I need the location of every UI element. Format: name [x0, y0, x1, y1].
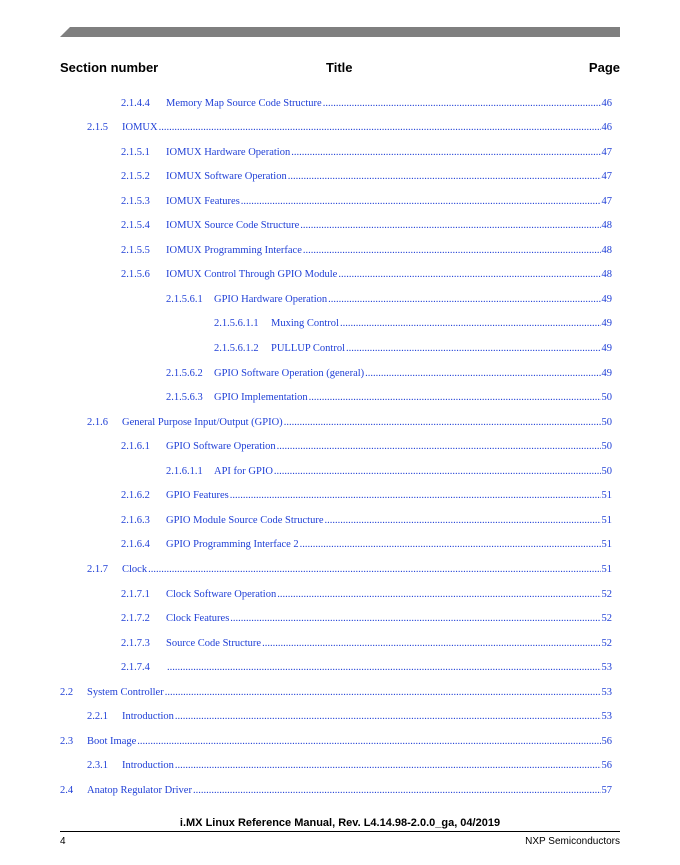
toc-entry-page: 50	[601, 392, 612, 404]
toc-entry-number: 2.1.5.4	[121, 220, 150, 232]
toc-entry[interactable]	[121, 514, 612, 527]
toc-entry[interactable]	[121, 97, 612, 110]
toc-entry-title: API for GPIO	[214, 465, 273, 477]
toc-dot-leader	[159, 121, 601, 134]
toc-entry-number: 2.1.7.3	[121, 637, 150, 649]
toc-dot-leader	[230, 612, 600, 625]
toc-entry[interactable]	[214, 342, 612, 355]
toc-entry-number: 2.1.7.4	[121, 662, 150, 674]
column-header-section-number: Section number	[60, 60, 159, 75]
toc-entry-title: GPIO Hardware Operation	[214, 293, 328, 305]
toc-dot-leader	[175, 710, 601, 723]
toc-entry-number: 2.1.5.2	[121, 171, 150, 183]
toc-entry[interactable]	[121, 244, 612, 257]
toc-dot-leader	[165, 686, 601, 699]
toc-dot-leader	[277, 440, 601, 453]
toc-entry-page: 50	[601, 465, 612, 477]
toc-entry[interactable]	[121, 661, 612, 674]
toc-entry-page: 51	[601, 563, 612, 575]
toc-entry-title: IOMUX Software Operation	[166, 171, 287, 183]
toc-entry-number: 2.1.7.1	[121, 588, 150, 600]
toc-entry-page: 56	[601, 760, 612, 772]
toc-entry-page: 51	[601, 490, 612, 502]
toc-entry-title: Source Code Structure	[166, 637, 262, 649]
toc-entry-number: 2.1.5.6.1	[166, 293, 203, 305]
toc-dot-leader	[288, 170, 601, 183]
toc-dot-leader	[340, 317, 601, 330]
toc-dot-leader	[167, 661, 601, 674]
toc-entry-title: IOMUX Control Through GPIO Module	[166, 269, 338, 281]
toc-entry-title: Introduction	[122, 760, 174, 772]
toc-entry-title: GPIO Software Operation (general)	[214, 367, 365, 379]
toc-entry[interactable]	[60, 686, 612, 699]
toc-dot-leader	[300, 219, 600, 232]
footer-manual-title: i.MX Linux Reference Manual, Rev. L4.14.98-2.0.0_ga, 04/2019	[179, 817, 501, 829]
toc-entry-title: Memory Map Source Code Structure	[166, 97, 322, 109]
toc-entry[interactable]	[121, 612, 612, 625]
toc-entry-number: 2.1.5.3	[121, 195, 150, 207]
toc-dot-leader	[324, 514, 600, 527]
toc-entry-number: 2.3.1	[87, 760, 108, 772]
toc-dot-leader	[137, 735, 600, 748]
toc-entry[interactable]	[60, 735, 612, 748]
toc-entry-page: 57	[601, 784, 612, 796]
toc-entry[interactable]	[121, 588, 612, 601]
toc-entry-page: 52	[601, 588, 612, 600]
toc-entry-page: 49	[601, 293, 612, 305]
toc-entry-title: IOMUX Hardware Operation	[166, 146, 291, 158]
toc-entry[interactable]	[121, 538, 612, 551]
column-header-page: Page	[588, 60, 620, 75]
toc-entry-page: 46	[601, 97, 612, 109]
toc-entry-page: 49	[601, 367, 612, 379]
toc-entry[interactable]	[166, 465, 612, 478]
toc-entry[interactable]	[121, 170, 612, 183]
toc-entry-number: 2.1.7	[87, 563, 108, 575]
toc-entry-title: PULLUP Control	[271, 343, 345, 354]
toc-entry-page: 48	[601, 269, 612, 281]
toc-entry[interactable]	[121, 195, 612, 208]
toc-entry-page: 47	[601, 195, 612, 207]
toc-entry[interactable]	[60, 784, 612, 797]
footer-company: NXP Semiconductors	[525, 836, 620, 847]
toc-dot-leader	[300, 538, 601, 551]
toc-dot-leader	[284, 416, 601, 429]
toc-entry-title: IOMUX Programming Interface	[166, 244, 302, 256]
toc-entry-number: 2.2	[60, 686, 74, 698]
toc-entry[interactable]	[121, 219, 612, 232]
toc-dot-leader	[323, 97, 601, 110]
toc-entry-title: GPIO Implementation	[214, 392, 308, 404]
toc-entry-title: IOMUX Source Code Structure	[166, 220, 300, 232]
toc-entry-page: 50	[601, 441, 612, 453]
toc-entry-title: GPIO Module Source Code Structure	[166, 514, 324, 526]
toc-entry[interactable]	[121, 268, 612, 281]
toc-dot-leader	[262, 637, 600, 650]
toc-entry-title: General Purpose Input/Output (GPIO)	[122, 416, 283, 428]
toc-entry-page: 51	[601, 539, 612, 551]
toc-entry[interactable]	[166, 367, 612, 380]
toc-entry[interactable]	[214, 317, 612, 330]
toc-entry-number: 2.1.5	[87, 122, 108, 134]
toc-entry-page: 53	[601, 686, 612, 698]
toc-entry-page: 47	[601, 146, 612, 158]
toc-dot-leader	[241, 195, 601, 208]
toc-dot-leader	[193, 784, 601, 797]
toc-entry[interactable]	[121, 440, 612, 453]
toc-dot-leader	[230, 489, 601, 502]
toc-entry-number: 2.1.6	[87, 416, 108, 428]
toc-entry-page: 51	[601, 514, 612, 526]
toc-entry-title: Muxing Control	[271, 318, 339, 330]
toc-entry-title: Introduction	[122, 711, 174, 723]
toc-dot-leader	[274, 465, 601, 478]
toc-entry[interactable]	[87, 759, 612, 772]
toc-entry-page: 49	[601, 318, 612, 330]
toc-entry-number: 2.1.5.1	[121, 146, 150, 158]
toc-entry-number: 2.1.5.5	[121, 244, 150, 256]
toc-dot-leader	[309, 391, 601, 404]
toc-dot-leader	[175, 759, 601, 772]
toc-entry-number: 2.1.7.2	[121, 613, 150, 625]
toc-entry-number: 2.1.6.1.1	[166, 465, 203, 477]
toc-entry-title: GPIO Software Operation	[166, 441, 276, 453]
toc-entry-page: 52	[601, 613, 612, 625]
toc-entry-number: 2.4	[60, 784, 74, 796]
toc-entry-title: Clock Software Operation	[166, 588, 277, 600]
toc-entry-number: 2.1.5.6.1.2	[214, 343, 259, 354]
toc-entry-page: 52	[601, 637, 612, 649]
toc-entry[interactable]	[87, 563, 612, 576]
toc-dot-leader	[346, 342, 601, 355]
toc-entry[interactable]	[166, 391, 612, 404]
toc-entry-page: 53	[601, 711, 612, 723]
toc-entry-number: 2.3	[60, 735, 74, 747]
toc-entry-page: 53	[601, 662, 612, 674]
toc-entry-number: 2.2.1	[87, 711, 108, 723]
toc-entry-title: IOMUX	[122, 122, 158, 134]
toc-entry-page: 47	[601, 171, 612, 183]
toc-entry-title: Anatop Regulator Driver	[87, 784, 192, 796]
toc-entry-title: Clock Features	[166, 613, 230, 625]
toc-entry-number: 2.1.5.6.3	[166, 392, 203, 404]
footer-divider	[60, 831, 620, 832]
toc-entry[interactable]	[121, 637, 612, 650]
toc-entry-title: Clock	[122, 563, 148, 575]
toc-entry-number: 2.1.6.3	[121, 514, 150, 526]
toc-dot-leader	[148, 563, 600, 576]
toc-entry-title: IOMUX Features	[166, 195, 240, 207]
toc-entry-number: 2.1.4.4	[121, 97, 150, 109]
toc-entry-number: 2.1.6.2	[121, 490, 150, 502]
toc-entry-title: GPIO Features	[166, 490, 229, 502]
toc-dot-leader	[338, 268, 600, 281]
toc-entry-page: 46	[601, 122, 612, 134]
toc-entry[interactable]	[121, 489, 612, 502]
toc-entry-number: 2.1.6.4	[121, 539, 150, 551]
toc-entry[interactable]	[166, 293, 612, 306]
toc-dot-leader	[303, 244, 601, 257]
toc-entry-number: 2.1.5.6.2	[166, 367, 203, 379]
column-header-title: Title	[326, 60, 353, 75]
toc-entry[interactable]	[121, 146, 612, 159]
toc-entry-page: 48	[601, 244, 612, 256]
toc-entry[interactable]	[87, 121, 612, 134]
toc-dot-leader	[365, 367, 600, 380]
toc-entry-page: 49	[601, 343, 612, 354]
toc-entry-page: 56	[601, 735, 612, 747]
footer-page-number: 4	[60, 836, 66, 847]
toc-entry-page: 48	[601, 220, 612, 232]
toc-entry[interactable]	[87, 710, 612, 723]
toc-dot-leader	[328, 293, 600, 306]
toc-entry-number: 2.1.5.6.1.1	[214, 318, 259, 330]
toc-dot-leader	[291, 146, 600, 159]
toc-entry-title: GPIO Programming Interface 2	[166, 539, 299, 551]
toc-dot-leader	[277, 588, 600, 601]
toc-entry-title: Boot Image	[87, 735, 137, 747]
toc-entry[interactable]	[87, 416, 612, 429]
toc-entry-page: 50	[601, 416, 612, 428]
toc-entry-number: 2.1.6.1	[121, 441, 150, 453]
toc-entry-title: System Controller	[87, 686, 164, 698]
toc-entry-number: 2.1.5.6	[121, 269, 150, 281]
